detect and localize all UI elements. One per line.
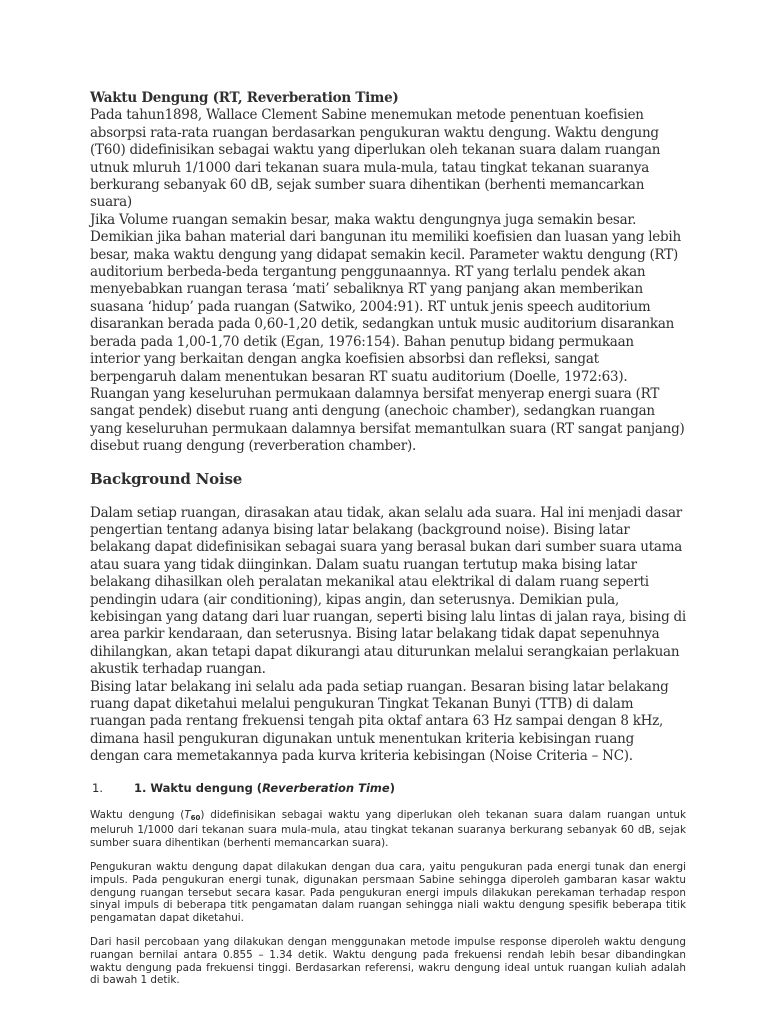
section-heading: Waktu Dengung (RT, Reverberation Time) — [90, 90, 399, 106]
section-reverberation-detail — [90, 809, 686, 987]
paragraph: Dari hasil percobaan yang dilakukan dengan menggunakan metode impulse response diperoleh waktu dengung ruangan bernilai antara 0.855 – 1.34 detik. Waktu dengung pada frekuensi rendah lebih besar dibandingkan waktu dengung pada frekuensi tinggi. Berdasarkan referensi, wakru dengung ideal untuk ruangan kuliah adalah di bawah 1 detik. — [90, 936, 686, 987]
paragraph: Pada tahun1898, Wallace Clement Sabine menemukan metode penentuan koefisien absorpsi rata-rata ruangan berdasarkan pengukuran waktu dengung. Waktu dengung (T60) didefinisikan sebagai waktu yang diperlukan oleh tekanan suara dalam ruangan utnuk mluruh 1/1000 dari tekanan suara mula-mula, tatau tingkat tekanan suaranya berkurang sebanyak 60 dB, sejak sumber suara dihentikan (berhenti memancarkan suara) — [90, 107, 661, 211]
section-background-noise — [90, 505, 686, 766]
paragraph — [90, 809, 686, 850]
text-span: ) didefinisikan sebagai waktu yang diperlukan oleh tekanan suara dalam ruangan untuk meluruh 1/1000 dari tekanan suara mula-mula, atau tingkat tekanan suaranya berkurang sebanyak 60 dB, sejak sumber suara dihentikan (berhenti memancarkan suara). — [90, 808, 687, 849]
heading-italic: Reverberation Time — [262, 780, 390, 795]
paragraph: Dalam setiap ruangan, dirasakan atau tidak, akan selalu ada suara. Hal ini menjadi dasar pengertian tentang adanya bising latar belakang (background noise). Bising latar belakang dapat didefinisikan sebagai suara yang berasal bukan dari sumber suara utama atau suara yang tidak diinginkan. Dalam suatu ruangan tertutup maka bising latar belakang dihasilkan oleh peralatan mekanikal atau elektrikal di dalam ruang seperti pendingin udara (air conditioning), kipas angin, dan seterusnya. Demikian pula, kebisingan yang datang dari luar ruangan, seperti bising lalu lintas di jalan raya, bising di area parkir kendaraan, dan seterusnya. Bising latar belakang tidak dapat sepenuhnya dihilangkan, akan tetapi dapat dikurangi atau diturunkan melalui serangkaian perlakuan akustik terhadap ruangan. — [90, 504, 686, 678]
heading-prefix: 1. Waktu dengung ( — [134, 780, 263, 795]
text-span: Waktu dengung ( — [90, 808, 185, 821]
section-heading: Background Noise — [90, 469, 243, 488]
numbered-heading — [90, 781, 686, 795]
paragraph: Jika Volume ruangan semakin besar, maka waktu dengungnya juga semakin besar. Demikian jika bahan material dari bangunan itu memiliki koefisien dan luasan yang lebih besar, maka waktu dengung yang didapat semakin kecil. Parameter waktu dengung (RT) auditorium berbeda-beda tergantung penggunaannya. RT yang terlalu pendek akan menyebabkan ruangan terasa ‘mati’ sebaliknya RT yang panjang akan memberikan suasana ‘hidup’ pada ruangan (Satwiko, 2004:91). RT untuk jenis speech auditorium disarankan berada pada 0,60-1,20 detik, sedangkan untuk music auditorium disarankan berada pada 1,00-1,70 detik (Egan, 1976:154). Bahan penutup bidang permukaan interior yang berkaitan dengan angka koefisien absorbsi dan refleksi, sangat berpengaruh dalam menentukan besaran RT suatu auditorium (Doelle, 1972:63). Ruangan yang keseluruhan permukaan dalamnya bersifat menyerap energi suara (RT sangat pendek) disebut ruang anti dengung (anechoic chamber), sedangkan ruangan yang keseluruhan permukaan dalamnya bersifat memantulkan suara (RT sangat panjang) disebut ruang dengung (reverberation chamber). — [90, 211, 685, 455]
list-number: 1. — [92, 780, 103, 795]
section-reverberation — [90, 90, 686, 456]
symbol-t: T — [184, 808, 191, 821]
numbered-heading-title — [134, 781, 395, 795]
heading-suffix: ) — [389, 780, 395, 795]
paragraph: Bising latar belakang ini selalu ada pada setiap ruangan. Besaran bising latar belakang ruang dapat diketahui melalui pengukuran Tingkat Tekanan Bunyi (TTB) di dalam ruangan pada rentang frekuensi tengah pita oktaf antara 63 Hz sampai dengan 8 kHz, dimana hasil pengukuran digunakan untuk menentukan kriteria kebisingan ruang dengan cara memetakannya pada kurva kriteria kebisingan (Noise Criteria – NC). — [90, 678, 669, 765]
symbol-subscript: 60 — [190, 813, 201, 822]
paragraph: Pengukuran waktu dengung dapat dilakukan dengan dua cara, yaitu pengukuran pada energi tunak dan energi impuls. Pada pengukuran energi tunak, digunakan persmaan Sabine sehingga diperoleh gambaran kasar waktu dengung ruangan tersebut secara kasar. Pada pengukuran energi impuls dilakukan perekaman terhadap respon sinyal impuls di beberapa titk pengamatan dalam ruangan sehingga niali waktu dengung spesifik beberapa titik pengamatan dapat diketahui. — [90, 861, 686, 924]
